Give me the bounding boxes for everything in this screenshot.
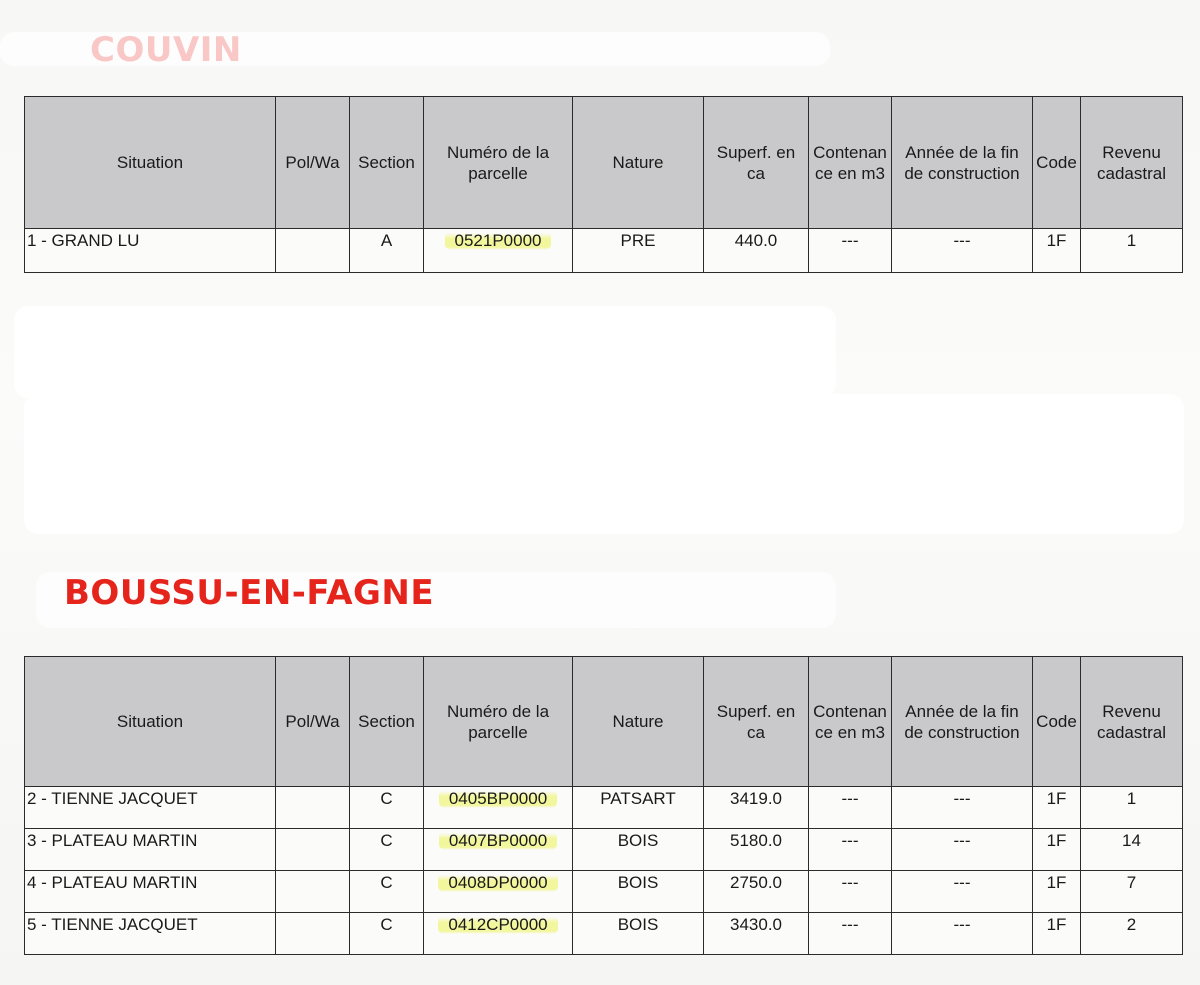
cell-parcel-number: [424, 871, 573, 913]
table-row: [25, 913, 1183, 955]
highlighted-parcel-number: 0405BP0000: [439, 789, 557, 808]
cell-situation: 1 - GRAND LU: [25, 229, 276, 273]
cell-capacity: ---: [809, 829, 892, 871]
cell-cadastral-income: 14: [1081, 829, 1183, 871]
col-header-section: Section: [350, 657, 424, 787]
cell-nature: BOIS: [573, 913, 704, 955]
parcel-table-couvin: [24, 96, 1183, 273]
cell-situation: 2 - TIENNE JACQUET: [25, 787, 276, 829]
redaction-patch: [14, 306, 836, 398]
cell-cadastral-income: 1: [1081, 787, 1183, 829]
highlighted-parcel-number: 0412CP0000: [438, 915, 557, 934]
cell-capacity: ---: [809, 871, 892, 913]
col-header-cadastral-income: Revenu cadastral: [1081, 97, 1183, 229]
cell-section: C: [350, 787, 424, 829]
cell-capacity: ---: [809, 787, 892, 829]
cell-section: C: [350, 829, 424, 871]
col-header-capacity: Contenan ce en m3: [809, 657, 892, 787]
table-row: [25, 787, 1183, 829]
highlighted-parcel-number: 0408DP0000: [438, 873, 557, 892]
col-header-nature: Nature: [573, 97, 704, 229]
redaction-patch: [24, 394, 1184, 534]
col-header-parcel-number: Numéro de la parcelle: [424, 97, 573, 229]
cell-cadastral-income: 2: [1081, 913, 1183, 955]
col-header-area: Superf. en ca: [704, 97, 809, 229]
cell-area: 440.0: [704, 229, 809, 273]
cell-parcel-number: [424, 229, 573, 273]
cell-pol-wa: [276, 787, 350, 829]
col-header-code: Code: [1033, 657, 1081, 787]
cell-area: 3430.0: [704, 913, 809, 955]
highlighted-parcel-number: 0521P0000: [445, 231, 552, 250]
cell-construction-year: ---: [892, 913, 1033, 955]
cell-parcel-number: [424, 829, 573, 871]
col-header-nature: Nature: [573, 657, 704, 787]
cell-situation: 3 - PLATEAU MARTIN: [25, 829, 276, 871]
highlighted-parcel-number: 0407BP0000: [439, 831, 557, 850]
col-header-pol-wa: Pol/Wa: [276, 657, 350, 787]
cell-situation: 5 - TIENNE JACQUET: [25, 913, 276, 955]
cell-capacity: ---: [809, 913, 892, 955]
cell-parcel-number: [424, 913, 573, 955]
cell-pol-wa: [276, 829, 350, 871]
cell-section: A: [350, 229, 424, 273]
cell-nature: BOIS: [573, 871, 704, 913]
cell-nature: BOIS: [573, 829, 704, 871]
col-header-pol-wa: Pol/Wa: [276, 97, 350, 229]
cell-pol-wa: [276, 913, 350, 955]
col-header-area: Superf. en ca: [704, 657, 809, 787]
cell-cadastral-income: 7: [1081, 871, 1183, 913]
cell-area: 2750.0: [704, 871, 809, 913]
cell-code: 1F: [1033, 229, 1081, 273]
cell-construction-year: ---: [892, 787, 1033, 829]
cell-construction-year: ---: [892, 829, 1033, 871]
cell-code: 1F: [1033, 829, 1081, 871]
cell-cadastral-income: 1: [1081, 229, 1183, 273]
cell-nature: PATSART: [573, 787, 704, 829]
cell-section: C: [350, 913, 424, 955]
cell-capacity: ---: [809, 229, 892, 273]
cell-pol-wa: [276, 229, 350, 273]
col-header-construction-year: Année de la fin de construction: [892, 657, 1033, 787]
table-row: [25, 229, 1183, 273]
col-header-section: Section: [350, 97, 424, 229]
cell-parcel-number: [424, 787, 573, 829]
col-header-parcel-number: Numéro de la parcelle: [424, 657, 573, 787]
table-header-row: [25, 657, 1183, 787]
col-header-situation: Situation: [25, 97, 276, 229]
col-header-cadastral-income: Revenu cadastral: [1081, 657, 1183, 787]
cell-area: 3419.0: [704, 787, 809, 829]
cell-area: 5180.0: [704, 829, 809, 871]
section-title-boussu-en-fagne: BOUSSU-EN-FAGNE: [64, 573, 435, 613]
table-row: [25, 829, 1183, 871]
table-row: [25, 871, 1183, 913]
cell-construction-year: ---: [892, 871, 1033, 913]
redaction-patch: [0, 32, 830, 66]
cell-pol-wa: [276, 871, 350, 913]
parcel-table-boussu-en-fagne: [24, 656, 1183, 955]
cell-nature: PRE: [573, 229, 704, 273]
col-header-capacity: Contenan ce en m3: [809, 97, 892, 229]
cell-code: 1F: [1033, 913, 1081, 955]
col-header-construction-year: Année de la fin de construction: [892, 97, 1033, 229]
col-header-code: Code: [1033, 97, 1081, 229]
cell-construction-year: ---: [892, 229, 1033, 273]
cell-code: 1F: [1033, 871, 1081, 913]
cell-code: 1F: [1033, 787, 1081, 829]
table-header-row: [25, 97, 1183, 229]
col-header-situation: Situation: [25, 657, 276, 787]
cell-situation: 4 - PLATEAU MARTIN: [25, 871, 276, 913]
cell-section: C: [350, 871, 424, 913]
